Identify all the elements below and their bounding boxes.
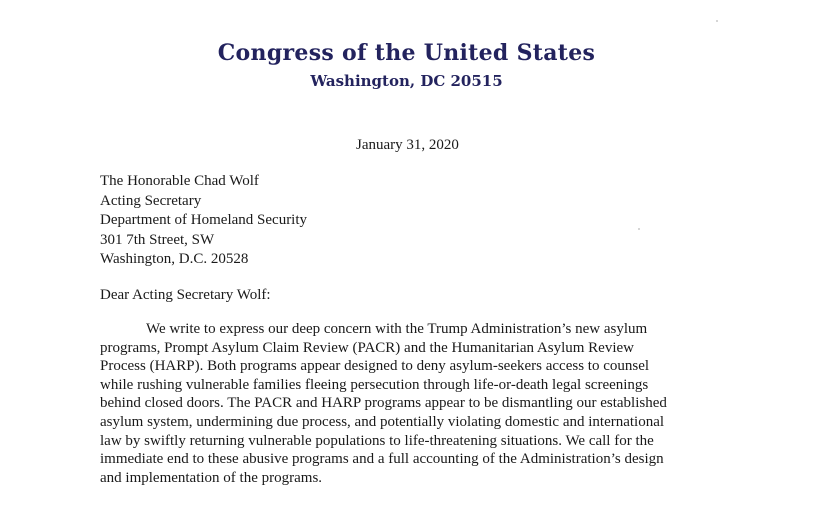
scan-speck (716, 20, 718, 22)
recipient-line: Department of Homeland Security (100, 212, 308, 228)
body-line: We write to express our deep concern with the Trump Administration’s new asylum (146, 321, 648, 337)
salutation: Dear Acting Secretary Wolf: (100, 287, 271, 303)
body-line: immediate end to these abusive programs and a full accounting of the Administration’s design (100, 451, 664, 468)
body-line: while rushing vulnerable families fleeing persecution through life-or-death legal screenings (100, 376, 649, 393)
body-line: Process (HARP). Both programs appear designed to deny asylum-seekers access to counsel (100, 358, 650, 375)
body-line: programs, Prompt Asylum Claim Review (PACR) and the Humanitarian Asylum Review (100, 339, 634, 356)
body-line: and implementation of the programs. (100, 469, 323, 486)
body-line: behind closed doors. The PACR and HARP programs appear to be dismantling our established (100, 395, 667, 412)
scan-speck (638, 228, 640, 230)
recipient-line: 301 7th Street, SW (100, 231, 215, 248)
recipient-line: Washington, D.C. 20528 (100, 251, 249, 267)
recipient-line: Acting Secretary (100, 192, 202, 209)
letterhead-title: Congress of the United States (217, 40, 596, 66)
recipient-line: The Honorable Chad Wolf (100, 173, 259, 189)
letter-date: January 31, 2020 (356, 137, 459, 153)
letterhead-subtitle: Washington, DC 20515 (310, 72, 503, 90)
body-line: law by swiftly returning vulnerable populations to life-threatening situations. We call for the (100, 432, 654, 449)
body-paragraph (100, 320, 720, 487)
body-line: asylum system, undermining due process, and potentially violating domestic and international (100, 413, 665, 430)
recipient-address (100, 172, 307, 270)
